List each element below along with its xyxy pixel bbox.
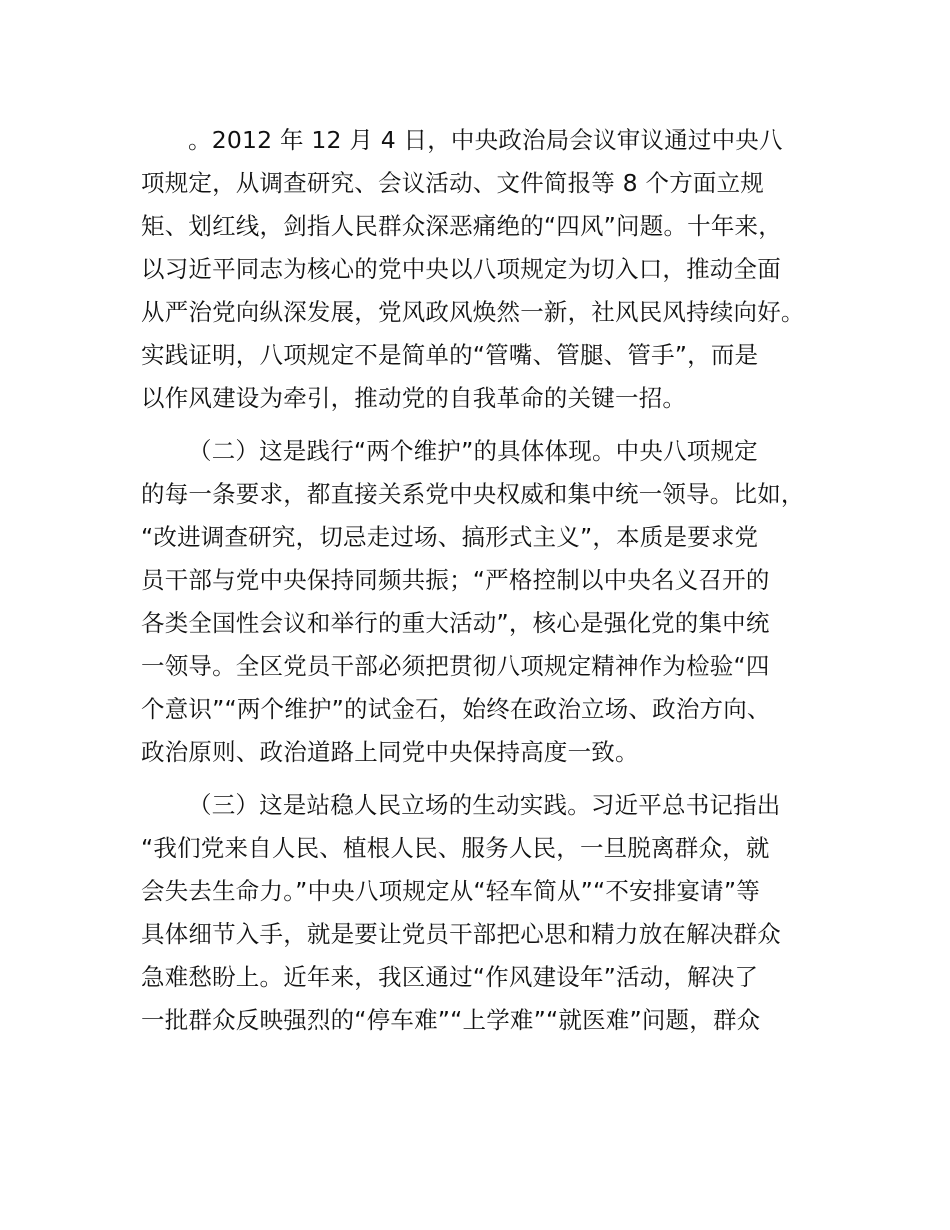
text-line: 的每一条要求，都直接关系党中央权威和集中统一领导。比如， bbox=[141, 480, 805, 508]
text-line: 。2012 年 12 月 4 日，中央政治局会议审议通过中央八 bbox=[188, 126, 783, 154]
text-line: 会失去生命力。”中央八项规定从“轻车简从”“不安排宴请”等 bbox=[141, 877, 760, 905]
text-line: 以习近平同志为核心的党中央以八项规定为切入口，推动全面 bbox=[141, 255, 781, 283]
text-line: 矩、划红线，剑指人民群众深恶痛绝的“四风”问题。十年来， bbox=[141, 212, 782, 240]
text-line: 急难愁盼上。近年来，我区通过“作风建设年”活动，解决了 bbox=[141, 963, 759, 991]
text-line: 以作风建设为牵引，推动党的自我革命的关键一招。 bbox=[141, 384, 687, 412]
text-line: “我们党来自人民、植根人民、服务人民，一旦脱离群众，就 bbox=[141, 834, 770, 862]
text-line: 政治原则、政治道路上同党中央保持高度一致。 bbox=[141, 738, 639, 766]
text-line: 一领导。全区党员干部必须把贯彻八项规定精神作为检验“四 bbox=[141, 652, 770, 680]
text-line: 员干部与党中央保持同频共振；“严格控制以中央名义召开的 bbox=[141, 566, 770, 594]
text-line: 从严治党向纵深发展，党风政风焕然一新，社风民风持续向好。 bbox=[141, 298, 805, 326]
text-line: “改进调查研究，切忌走过场、搞形式主义”，本质是要求党 bbox=[141, 523, 759, 551]
text-line: （二）这是践行“两个维护”的具体体现。中央八项规定 bbox=[188, 437, 758, 465]
text-line: 各类全国性会议和举行的重大活动”，核心是强化党的集中统 bbox=[141, 609, 770, 637]
text-line: 实践证明，八项规定不是简单的“管嘴、管腿、管手”，而是 bbox=[141, 341, 759, 369]
text-line: 个意识”“两个维护”的试金石，始终在政治立场、政治方向、 bbox=[141, 695, 771, 723]
text-line: 具体细节入手，就是要让党员干部把心思和精力放在解决群众 bbox=[141, 920, 781, 948]
text-line: 项规定，从调查研究、会议活动、文件简报等 8 个方面立规 bbox=[141, 169, 764, 197]
text-line: （三）这是站稳人民立场的生动实践。习近平总书记指出 bbox=[188, 791, 781, 819]
text-line: 一批群众反映强烈的“停车难”“上学难”“就医难”问题，群众 bbox=[141, 1006, 761, 1034]
